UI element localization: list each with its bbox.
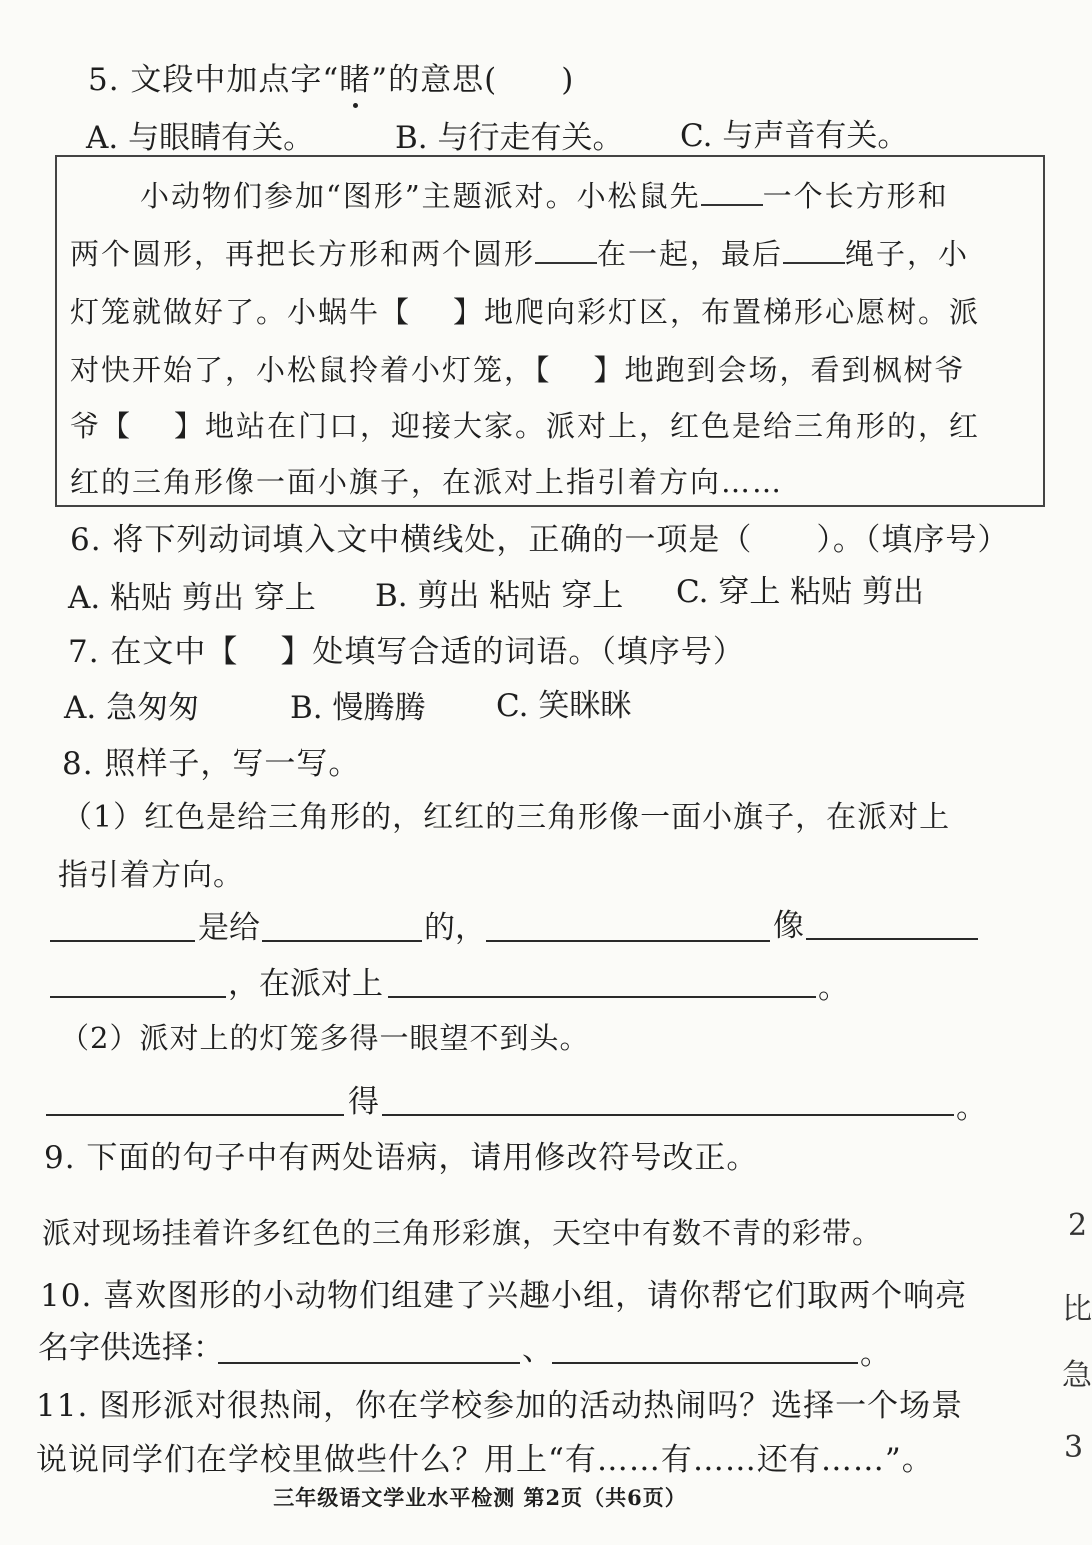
name-line-1[interactable] — [218, 1362, 520, 1364]
write-line-5[interactable] — [50, 996, 226, 998]
fill-blank-3[interactable] — [783, 236, 845, 264]
q11-line-2: 说说同学们在学校里做些什么？用上“有……有……还有……”。 — [36, 1442, 934, 1478]
q6-option-a: A. 粘贴 剪出 穿上 — [68, 580, 316, 616]
write-text-zaipaidui: ，在派对上 — [228, 966, 383, 1002]
edge-char-2: 比 — [1062, 1292, 1092, 1327]
q8-sample-1-line-1: （1）红色是给三角形的，红红的三角形像一面小旗子，在派对上 — [62, 800, 951, 835]
fill-blank-2[interactable] — [535, 236, 597, 264]
q5-option-c: C. 与声音有关。 — [680, 118, 909, 154]
q10-line-2: 名字供选择： — [38, 1330, 224, 1366]
write-line-8[interactable] — [382, 1114, 954, 1116]
write-text-de: 的， — [424, 910, 486, 946]
dotted-character: 睹 — [339, 62, 372, 98]
write-line-3[interactable] — [486, 940, 770, 942]
passage-line-3: 灯笼就做好了。小蜗牛【 】地爬向彩灯区，布置梯形心愿树。派 — [70, 295, 981, 329]
name-separator: 、 — [522, 1332, 553, 1368]
q6-option-c: C. 穿上 粘贴 剪出 — [676, 574, 925, 610]
q8-stem: 8. 照样子，写一写。 — [62, 746, 361, 782]
passage-line-4: 对快开始了，小松鼠拎着小灯笼，【 】地跑到会场，看到枫树爷 — [70, 353, 966, 387]
page-footer: 三年级语文学业水平检测 第2页（共6页） — [273, 1485, 687, 1510]
q7-stem: 7. 在文中【 】处填写合适的词语。（填序号） — [68, 634, 745, 670]
name-line-2[interactable] — [552, 1362, 858, 1364]
q5-option-b: B. 与行走有关。 — [395, 120, 624, 156]
write-line-7[interactable] — [46, 1114, 344, 1116]
q7-option-b: B. 慢腾腾 — [290, 690, 426, 726]
edge-char-4: 3 — [1064, 1430, 1084, 1465]
passage-line-1: 小动物们参加“图形”主题派对。小松鼠先 一个长方形和 — [140, 179, 949, 213]
q7-option-c: C. 笑眯眯 — [496, 688, 632, 724]
q10-line-1: 10. 喜欢图形的小动物们组建了兴趣小组，请你帮它们取两个响亮 — [40, 1278, 968, 1314]
q9-stem: 9. 下面的句子中有两处语病，请用修改符号改正。 — [44, 1140, 759, 1176]
write-line-2[interactable] — [262, 940, 422, 942]
write-line-1[interactable] — [50, 940, 195, 942]
name-end: 。 — [860, 1336, 891, 1372]
q8-sample-2: （2）派对上的灯笼多得一眼望不到头。 — [60, 1021, 590, 1055]
passage-line-2: 两个圆形，再把长方形和两个圆形 在一起，最后 绳子，小 — [70, 237, 970, 271]
write-text-xiang: 像 — [773, 908, 804, 944]
passage-line-5: 爷【 】地站在门口，迎接大家。派对上，红色是给三角形的，红 — [70, 409, 981, 443]
q6-option-b: B. 剪出 粘贴 穿上 — [375, 578, 624, 614]
q5-option-a: A. 与眼睛有关。 — [86, 120, 315, 156]
q5-stem: 5. 文段中加点字“睹”的意思( ) — [88, 62, 575, 98]
write-text-period-2: 。 — [956, 1090, 987, 1126]
write-line-4[interactable] — [806, 938, 978, 940]
q7-option-a: A. 急匆匆 — [64, 690, 200, 726]
write-line-6[interactable] — [388, 996, 816, 998]
fill-blank-1[interactable] — [701, 178, 763, 206]
q9-sentence: 派对现场挂着许多红色的三角形彩旗，天空中有数不青的彩带。 — [42, 1216, 883, 1250]
q11-line-1: 11. 图形派对很热闹，你在学校参加的活动热闹吗？选择一个场景 — [36, 1388, 964, 1424]
passage-line-6: 红的三角形像一面小旗子，在派对上指引着方向…… — [70, 465, 784, 499]
edge-char-1: 2 — [1068, 1208, 1088, 1243]
q6-stem: 6. 将下列动词填入文中横线处，正确的一项是（ ）。（填序号） — [70, 522, 1010, 558]
q8-sample-1-line-2: 指引着方向。 — [58, 858, 244, 893]
write-text-shigei: 是给 — [198, 910, 260, 946]
write-text-period-1: 。 — [818, 970, 849, 1006]
edge-char-3: 急 — [1062, 1358, 1092, 1393]
write-text-de2: 得 — [348, 1084, 379, 1120]
